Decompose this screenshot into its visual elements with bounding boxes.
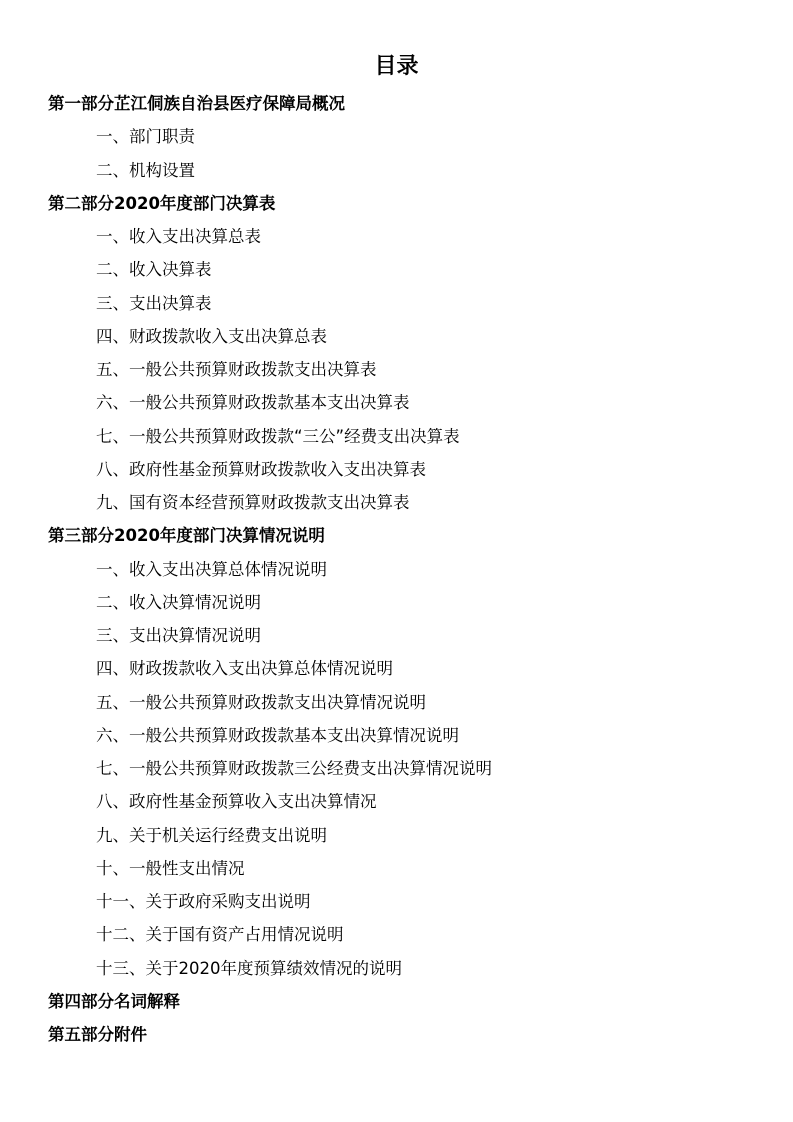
toc-item[interactable]: 二、收入决算表 bbox=[96, 260, 212, 280]
toc-item[interactable]: 五、一般公共预算财政拨款支出决算表 bbox=[96, 360, 377, 379]
toc-item[interactable]: 八、政府性基金预算收入支出决算情况 bbox=[96, 792, 377, 812]
toc-item[interactable]: 十二、关于国有资产占用情况说明 bbox=[96, 925, 344, 945]
toc-item[interactable]: 三、支出决算表 bbox=[96, 293, 212, 313]
toc-item[interactable]: 十三、关于2020年度预算绩效情况的说明 bbox=[96, 958, 402, 978]
toc-item[interactable]: 十、一般性支出情况 bbox=[96, 858, 245, 878]
toc-part-heading[interactable]: 第五部分附件 bbox=[48, 1025, 147, 1044]
toc-item[interactable]: 六、一般公共预算财政拨款基本支出决算情况说明 bbox=[96, 725, 459, 745]
toc-item[interactable]: 八、政府性基金预算财政拨款收入支出决算表 bbox=[96, 459, 426, 479]
toc-item[interactable]: 一、收入支出决算总表 bbox=[96, 227, 261, 246]
toc-item[interactable]: 四、财政拨款收入支出决算总体情况说明 bbox=[96, 659, 393, 679]
toc-item[interactable]: 二、机构设置 bbox=[96, 160, 195, 180]
toc-item[interactable]: 七、一般公共预算财政拨款“三公”经费支出决算表 bbox=[96, 426, 460, 446]
toc-item[interactable]: 三、支出决算情况说明 bbox=[96, 626, 261, 645]
toc-item[interactable]: 五、一般公共预算财政拨款支出决算情况说明 bbox=[96, 692, 426, 712]
toc-item[interactable]: 十一、关于政府采购支出说明 bbox=[96, 892, 311, 911]
toc-item[interactable]: 六、一般公共预算财政拨款基本支出决算表 bbox=[96, 393, 410, 413]
toc-item[interactable]: 四、财政拨款收入支出决算总表 bbox=[96, 326, 327, 346]
table-of-contents bbox=[0, 87, 793, 1051]
toc-item[interactable]: 一、收入支出决算总体情况说明 bbox=[96, 559, 327, 579]
toc-part-heading[interactable]: 第一部分芷江侗族自治县医疗保障局概况 bbox=[48, 94, 345, 113]
toc-item[interactable]: 九、国有资本经营预算财政拨款支出决算表 bbox=[96, 493, 410, 512]
page-title: 目录 bbox=[374, 54, 419, 79]
toc-item[interactable]: 二、收入决算情况说明 bbox=[96, 592, 261, 612]
toc-item[interactable]: 一、部门职责 bbox=[96, 127, 195, 147]
toc-part-heading[interactable]: 第二部分2020年度部门决算表 bbox=[48, 193, 276, 213]
toc-item[interactable]: 九、关于机关运行经费支出说明 bbox=[96, 825, 327, 845]
toc-part-heading[interactable]: 第三部分2020年度部门决算情况说明 bbox=[48, 526, 325, 546]
toc-part-heading[interactable]: 第四部分名词解释 bbox=[48, 991, 180, 1011]
toc-item[interactable]: 七、一般公共预算财政拨款三公经费支出决算情况说明 bbox=[96, 759, 492, 778]
